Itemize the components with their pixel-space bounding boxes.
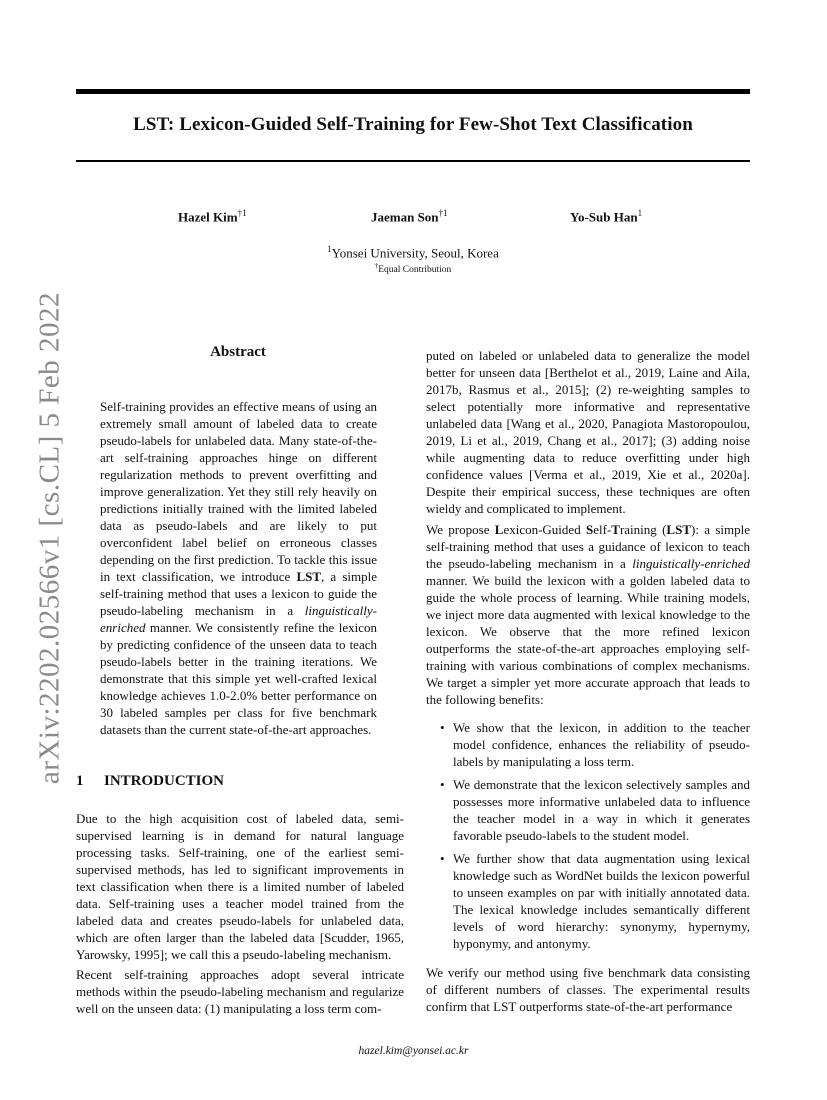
author-3-mark: 1 (637, 208, 643, 218)
list-item (426, 776, 750, 844)
intro-paragraph-2: Recent self-training approaches adopt several intricate methods within the pseudo-labeling mechanism and regularize well on the unseen data: (1) manipulating a loss term com- (76, 967, 404, 1016)
contribution-text: Equal Contribution (378, 265, 452, 276)
list-item-text: We show that the lexicon, in addition to the teacher model confidence, enhances the reliability of pseudo-labels by manipulating a loss term. (453, 720, 750, 769)
list-item (426, 850, 750, 952)
abstract-text: Self-training provides an effective means of using an extremely small amount of labeled data to create pseudo-labels for unlabeled data. Many state-of-the-art self-training approaches hinge on different regularization methods to prevent overfitting and improve generalization. Yet they still rely heavily on predictions initially trained with the limited labeled data as pseudo-labels and are likely to put overconfident label belief on erroneous classes depending on the first prediction. To tackle this issue in text classification, we introduce LST, a simple self-training method that uses a lexicon to guide the pseudo-labeling mechanism in a linguistically-enriched manner. We consistently refine the lexicon by predicting confidence of the unseen data to teach pseudo-labels better in the training iterations. We demonstrate that this simple yet well-crafted lexical knowledge achieves 1.0-2.0% better performance on 30 labeled samples per class for five benchmark datasets than the current state-of-the-art approaches. (100, 399, 377, 737)
list-item-text: We further show that data augmentation using lexical knowledge such as WordNet builds the lexicon powerful to unseen examples on par with initially annotated data. The lexical knowledge includes semantically different levels of word hierarchy: synonymy, hypernymy, hyponymy, and antonymy. (453, 851, 750, 951)
author-2-mark: †1 (438, 208, 448, 218)
author-2-name: Jaeman Son (371, 209, 439, 225)
intro-paragraph-proposal: We propose Lexicon-Guided Self-Training (LST): a simple self-training method that uses a guidance of lexicon to teach the pseudo-labeling mechanism in a linguistically-enriched manner. We build the lexicon with a golden labeled data to guide the whole process of learning. While training models, we inject more data augmented with lexical knowledge to the lexicon. We observe that the more refined lexicon outperforms the state-of-the-art approaches employing self-training with various combinations of complex mechanisms. We target a simpler yet more accurate approach that leads to the following benefits: (426, 522, 750, 707)
title-bottom-rule (76, 160, 750, 162)
intro-paragraph-1: Due to the high acquisition cost of labeled data, semi-supervised learning is in demand for natural language processing tasks. Self-training, one of the earliest semi-supervised methods, has led to significant improvements in text classification when there is a limited number of labeled data. Self-training uses a teacher model trained from the labeled data and creates pseudo-labels for unlabeled data, which are often larger than the labeled data [Scudder, 1965, Yarowsky, 1995]; we call this a pseudo-labeling mechanism. (76, 811, 404, 962)
contribution-mark: † (374, 262, 379, 270)
section-heading-introduction (76, 773, 224, 790)
bullet-icon: • (440, 851, 445, 866)
list-item (426, 719, 750, 770)
author-1 (178, 208, 247, 225)
benefits-list (426, 719, 750, 958)
list-item-text: We demonstrate that the lexicon selectively samples and possesses more informative unlabeled data to influence the teacher model in a way in which it generates favorable pseudo-labels to the student model. (453, 777, 750, 843)
abstract-heading: Abstract (210, 344, 266, 360)
arxiv-identifier: arXiv:2202.02566v1 [cs.CL] 5 Feb 2022 (33, 291, 66, 785)
bullet-icon: • (440, 720, 445, 735)
equal-contribution-note (76, 262, 750, 275)
section-title: INTRODUCTION (104, 773, 225, 789)
intro-paragraph-continued: puted on labeled or unlabeled data to generalize the model better for unseen data [Berthelot et al., 2019, Laine and Aila, 2017b, Rasmus et al., 2015]; (2) re-weighting samples to select potentially more informative and representative unlabeled data [Wang et al., 2020, Panagiota Mastoropoulou, 2019, Li et al., 2019, Chang et al., 2017]; (3) adding noise while augmenting data to reduce overfitting under high confidence values [Verma et al., 2019, Xie et al., 2020a]. Despite their empirical success, these techniques are often wieldy and complicated to implement. (426, 348, 750, 516)
author-3 (570, 208, 642, 225)
title-top-rule (76, 89, 750, 94)
paper-title: LST: Lexicon-Guided Self-Training for Few-Shot Text Classification (133, 114, 693, 135)
intro-paragraph-verification: We verify our method using five benchmark data consisting of different numbers of classes. The experimental results confirm that LST outperforms state-of-the-art performance (426, 965, 750, 1014)
author-1-name: Hazel Kim (178, 209, 238, 225)
affiliation-mark: 1 (327, 244, 332, 254)
footer-email[interactable]: hazel.kim@yonsei.ac.kr (358, 1045, 469, 1057)
author-3-name: Yo-Sub Han (570, 209, 638, 225)
affiliation-text: Yonsei University, Seoul, Korea (331, 245, 499, 261)
author-2 (371, 208, 448, 225)
bullet-icon: • (440, 777, 445, 792)
section-number: 1 (76, 773, 84, 789)
affiliation (76, 244, 750, 261)
author-1-mark: †1 (237, 208, 247, 218)
